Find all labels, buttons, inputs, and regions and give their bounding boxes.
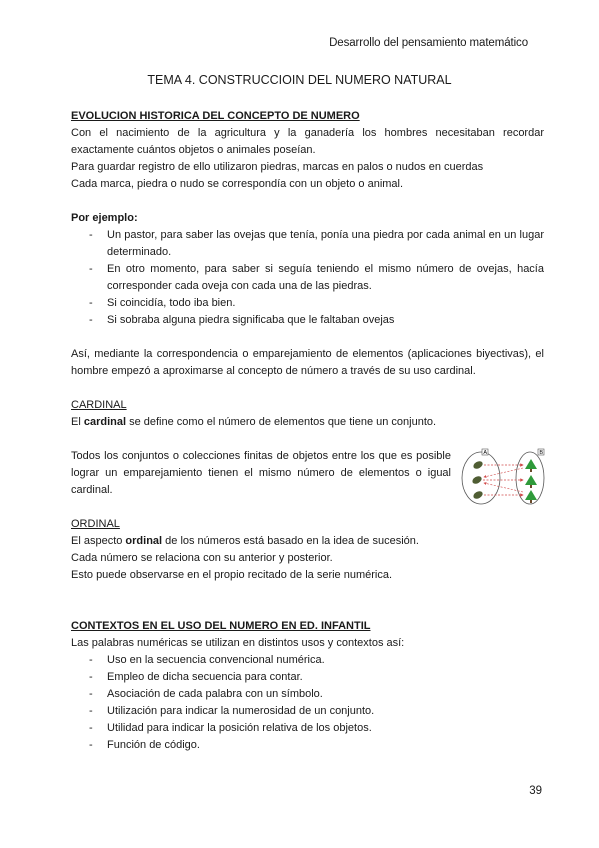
leaf-icon [472, 460, 484, 471]
set-matching-figure [459, 446, 549, 506]
section-heading-contexts: CONTEXTOS EN EL USO DEL NUMERO EN ED. INFANTIL [71, 620, 371, 632]
list-item: - En otro momento, para saber si seguía teniendo el mismo número de ovejas, hacía corresponder cada oveja con cada una de las piedras. [71, 261, 544, 295]
page-number: 39 [529, 785, 542, 797]
example-label: Por ejemplo: [71, 212, 138, 224]
history-paragraph-1: Con el nacimiento de la agricultura y la ganadería los hombres necesitaban recordar exactamente cuántos objetos o animales poseían. [71, 127, 544, 156]
cardinal-definition: El cardinal se define como el número de elementos que tiene un conjunto. [71, 416, 437, 428]
list-item: - Uso en la secuencia convencional numérica. [71, 652, 544, 669]
list-item: - Función de código. [71, 737, 544, 754]
cardinal-paragraph: Todos los conjuntos o colecciones finitas de objetos entre los que es posible lograr un emparejamiento tienen el mismo número de elementos o igual cardinal. [71, 450, 451, 496]
list-item: - Utilidad para indicar la posición relativa de los objetos. [71, 720, 544, 737]
ordinal-line-2: Cada número se relaciona con su anterior y posterior. [71, 552, 333, 564]
history-paragraph-2: Para guardar registro de ello utilizaron piedras, marcas en palos o nudos en cuerdas [71, 161, 484, 173]
leaf-icon [472, 490, 484, 501]
running-header: Desarrollo del pensamiento matemático [329, 37, 528, 49]
list-item: - Empleo de dicha secuencia para contar. [71, 669, 544, 686]
list-item: - Si coincidía, todo iba bien. [71, 295, 544, 312]
ordinal-line-3: Esto puede observarse en el propio recitado de la serie numérica. [71, 569, 393, 581]
tree-icon [525, 459, 537, 472]
leaf-icon [471, 475, 483, 486]
example-list [71, 227, 544, 329]
page-title: TEMA 4. CONSTRUCCIOIN DEL NUMERO NATURAL [147, 73, 452, 87]
cardinal-heading: CARDINAL [71, 399, 127, 411]
section-heading-history: EVOLUCION HISTORICA DEL CONCEPTO DE NUMERO [71, 110, 360, 122]
contexts-intro: Las palabras numéricas se utilizan en distintos usos y contextos así: [71, 637, 405, 649]
ordinal-line-1: El aspecto ordinal de los números está basado en la idea de sucesión. [71, 535, 419, 547]
list-item: - Asociación de cada palabra con un símbolo. [71, 686, 544, 703]
page-content [71, 108, 544, 754]
contexts-list [71, 652, 544, 754]
tree-icon [525, 475, 537, 488]
history-paragraph-3: Cada marca, piedra o nudo se correspondía con un objeto o animal. [71, 178, 404, 190]
tree-icon [525, 490, 537, 503]
ordinal-heading: ORDINAL [71, 518, 120, 530]
set-b-label: B [539, 450, 544, 457]
set-a-label: A [483, 450, 488, 457]
list-item: - Un pastor, para saber las ovejas que tenía, ponía una piedra por cada animal en un lugar determinado. [71, 227, 544, 261]
history-conclusion: Así, mediante la correspondencia o emparejamiento de elementos (aplicaciones biyectivas), el hombre empezó a aproximarse al concepto de número a través de su uso cardinal. [71, 348, 544, 377]
list-item: - Si sobraba alguna piedra significaba que le faltaban ovejas [71, 312, 544, 329]
list-item: - Utilización para indicar la numerosidad de un conjunto. [71, 703, 544, 720]
